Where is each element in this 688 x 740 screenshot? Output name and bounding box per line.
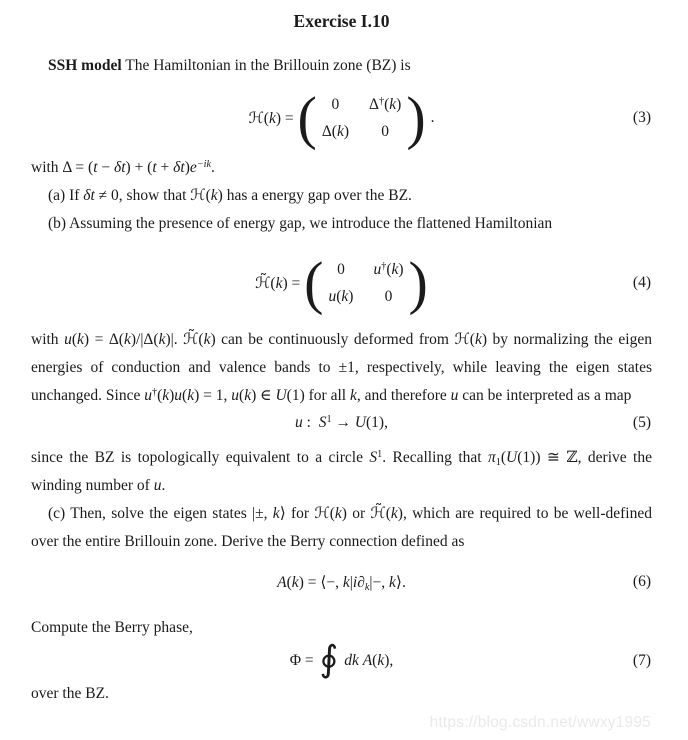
matrix-cell-12: Δ†(k): [369, 95, 402, 113]
equation-3-number: (3): [632, 109, 651, 126]
equation-5: [31, 410, 652, 436]
equation-6: [31, 562, 652, 602]
matrix-cell-22: 0: [384, 287, 393, 305]
equation-4: [31, 240, 652, 326]
paragraph-over-the-bz: over the BZ.: [31, 685, 109, 702]
matrix-left-paren: (: [297, 84, 317, 151]
equation-7-number: (7): [632, 652, 651, 669]
hamiltonian-matrix: [317, 96, 407, 141]
equation-4-number: (4): [632, 274, 651, 291]
paragraph-winding-number: since the BZ is topologically equivalent to a circle $S^1$. Recalling that $\pi_1(U(1))$ ≅ ℤ, derive the winding number of u.: [31, 448, 656, 494]
page-title: Exercise I.10: [293, 11, 390, 31]
matrix-right-paren: ): [406, 84, 426, 151]
equation-6-body: A(k) = ⟨−, $k|i\partial_k|-$, k⟩.: [277, 573, 406, 593]
equation-7-body: Φ = ∮ dk A(k),: [289, 639, 394, 680]
matrix-cell-22: 0: [381, 122, 390, 140]
matrix-cell-11: 0: [331, 95, 340, 113]
paragraph-flattening-explanation: with u(k) = Δ(k)/|Δ(k)|. ℋ̃(k) can be continuously deformed from ℋ(k) by normalizing the eigen energies of conduction and valence bands to ±1, respectively, while leaving the eigen states unchanged. Since u†(k)u(k) = 1, u(k) ∈ U(1) for all k, and therefore u can be interpreted as a map: [31, 331, 656, 404]
matrix-left-paren: (: [304, 249, 324, 316]
item-a: (a) If δt ≠ 0, show that ℋ(k) has a energy gap over the BZ.: [48, 187, 412, 204]
matrix-cell-12: u†(k): [373, 260, 404, 278]
equation-5-number: (5): [632, 414, 651, 431]
matrix-cell-21: Δ(k): [321, 122, 350, 140]
matrix-cell-21: u(k): [328, 287, 354, 305]
equation-6-number: (6): [632, 573, 651, 590]
equation-3-lhs: ℋ(k) =: [248, 109, 298, 127]
equation-3: [31, 82, 652, 154]
item-c: (c) Then, solve the eigen states |±, k⟩ for ℋ(k) or ℋ̃(k), which are required to be well-defined over the entire Brillouin zone. Derive the Berry connection defined as: [31, 505, 656, 550]
matrix-right-paren: ): [408, 249, 428, 316]
equation-3-period: .: [430, 109, 435, 126]
item-b: (b) Assuming the presence of energy gap, we introduce the flattened Hamiltonian: [48, 215, 553, 232]
equation-4-lhs: ℋ̃(k) =: [255, 274, 305, 292]
csdn-watermark: https://blog.csdn.net/wwxy1995: [429, 714, 651, 731]
paragraph-ssh-model-intro: SSH model The Hamiltonian in the Brillouin zone (BZ) is: [48, 57, 411, 74]
equation-5-body: u : $S^1 \to U(1)$,: [295, 413, 388, 431]
paragraph-berry-phase-intro: Compute the Berry phase,: [31, 619, 193, 636]
matrix-cell-11: 0: [337, 260, 345, 278]
flattened-hamiltonian-matrix: [323, 261, 408, 306]
paragraph-delta-definition: with $\Delta = (t - \delta t) + (t + \delta t)e^{-ik}$.: [31, 158, 215, 176]
equation-7: [31, 639, 652, 680]
